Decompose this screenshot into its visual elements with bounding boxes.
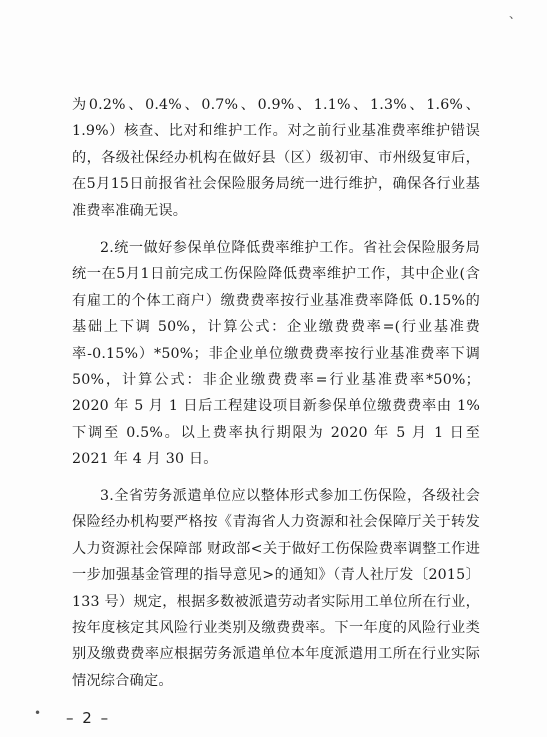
page-number: – 2 – [66, 709, 111, 727]
paragraph-labor-dispatch [72, 483, 480, 694]
paragraph-text: 3.全省劳务派遣单位应以整体形式参加工伤保险，各级社会保险经办机构要严格按《青海省人力资源和社会保障厅关于转发人力资源社会保障部 财政部<关于做好工伤保险费率调整工作进一步加强基金管理的指导意见>的通知》（青人社厅发〔2015〕133 号）规定，根据多数被派遣劳动者实际用工单位所在行业，按年度核定其风险行业类别及缴费费率。下一年度的风险行业类别及缴费费率应根据劳务派遣单位本年度派遣用工所在行业实际情况综合确定。 [72, 488, 480, 689]
margin-mark: • [34, 706, 42, 720]
paragraph-text: 为0.2%、0.4%、0.7%、0.9%、1.1%、1.3%、1.6%、1.9%）核查、比对和维护工作。对之前行业基准费率维护错误的，各级社保经办机构在做好县（区）级初审、市州级复审后，在5月15日前报省社会保险服务局统一进行维护，确保各行业基准费率准确无误。 [72, 97, 480, 219]
paragraph-text: 2.统一做好参保单位降低费率维护工作。省社会保险服务局统一在5月1日前完成工伤保险降低费率维护工作，其中企业(含有雇工的个体工商户）缴费费率按行业基准费率降低 0.15%的基础上下调 50%，计算公式：企业缴费费率=(行业基准费率-0.15%）*50%；非企业单位缴费费率按行业基准费率下调 50%，计算公式：非企业缴费费率=行业基准费率*50%；2020 年 5 月 1 日后工程建设项目新参保单位缴费费率由 1%下调至 0.5%。以上费率执行期限为 2020 年 5 月 1 日至 2021 年 4 月 30 日。 [72, 240, 480, 468]
paragraph-rate-maintenance [72, 235, 480, 473]
paragraph-continuation [72, 92, 480, 224]
corner-mark: 、 [509, 7, 522, 21]
